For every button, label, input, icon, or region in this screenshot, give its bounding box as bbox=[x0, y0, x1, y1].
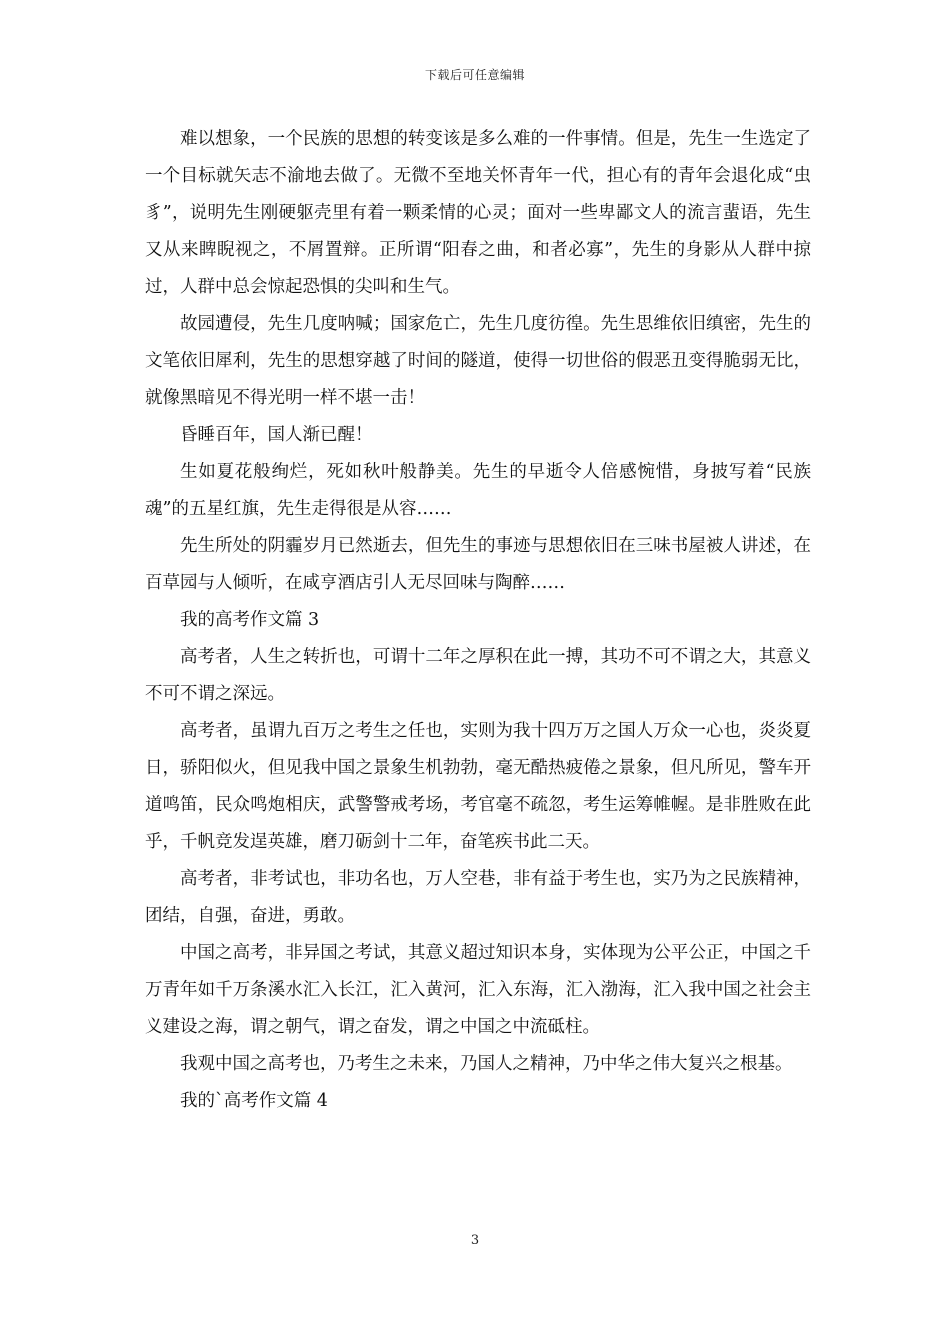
paragraph: 高考者，虽谓九百万之考生之任也，实则为我十四万万之国人万众一心也，炎炎夏日，骄阳似火，但见我中国之景象生机勃勃，毫无酷热疲倦之景象，但凡所见，警车开道鸣笛，民众鸣炮相庆，武警警戒考场，考官毫不疏忽，考生运筹帷幄。是非胜败在此乎，千帆竞发逞英雄，磨刀砺剑十二年，奋笔疾书此二天。 bbox=[145, 721, 811, 852]
page-header: 下载后可任意编辑 bbox=[424, 68, 525, 82]
paragraph: 生如夏花般绚烂，死如秋叶般静美。先生的早逝令人倍感惋惜，身披写着“民族魂”的五星红旗，先生走得很是从容…… bbox=[145, 462, 811, 519]
paragraph: 中国之高考，非异国之考试，其意义超过知识本身，实体现为公平公正，中国之千万青年如千万条溪水汇入长江，汇入黄河，汇入东海，汇入渤海，汇入我中国之社会主义建设之海，谓之朝气，谓之奋发，谓之中国之中流砥柱。 bbox=[145, 943, 811, 1037]
page-number: 3 bbox=[470, 1233, 480, 1248]
paragraph: 故园遭侵，先生几度呐喊；国家危亡，先生几度彷徨。先生思维依旧缜密，先生的文笔依旧犀利，先生的思想穿越了时间的隧道，使得一切世俗的假恶丑变得脆弱无比，就像黑暗见不得光明一样不堪一击！ bbox=[145, 314, 811, 408]
paragraph: 高考者，非考试也，非功名也，万人空巷，非有益于考生也，实乃为之民族精神，团结，自强，奋进，勇敢。 bbox=[145, 869, 811, 926]
paragraph: 昏睡百年，国人渐已醒！ bbox=[180, 425, 373, 445]
paragraph: 我观中国之高考也，乃考生之未来，乃国人之精神，乃中华之伟大复兴之根基。 bbox=[180, 1054, 793, 1074]
paragraph: 先生所处的阴霾岁月已然逝去，但先生的事迹与思想依旧在三味书屋被人讲述，在百草园与人倾听，在咸亨酒店引人无尽回味与陶醉…… bbox=[145, 536, 811, 593]
section-heading: 我的`高考作文篇 4 bbox=[180, 1091, 328, 1111]
document-body bbox=[145, 121, 811, 1120]
paragraph: 难以想象，一个民族的思想的转变该是多么难的一件事情。但是，先生一生选定了一个目标就矢志不渝地去做了。无微不至地关怀青年一代，担心有的青年会退化成“虫豸”，说明先生刚硬躯壳里有着一颗柔情的心灵；面对一些卑鄙文人的流言蜚语，先生又从来睥睨视之，不屑置辩。正所谓“阳春之曲，和者必寡”，先生的身影从人群中掠过，人群中总会惊起恐惧的尖叫和生气。 bbox=[145, 129, 811, 297]
paragraph: 高考者，人生之转折也，可谓十二年之厚积在此一搏，其功不可不谓之大，其意义不可不谓之深远。 bbox=[145, 647, 811, 704]
section-heading: 我的高考作文篇 3 bbox=[180, 610, 320, 630]
